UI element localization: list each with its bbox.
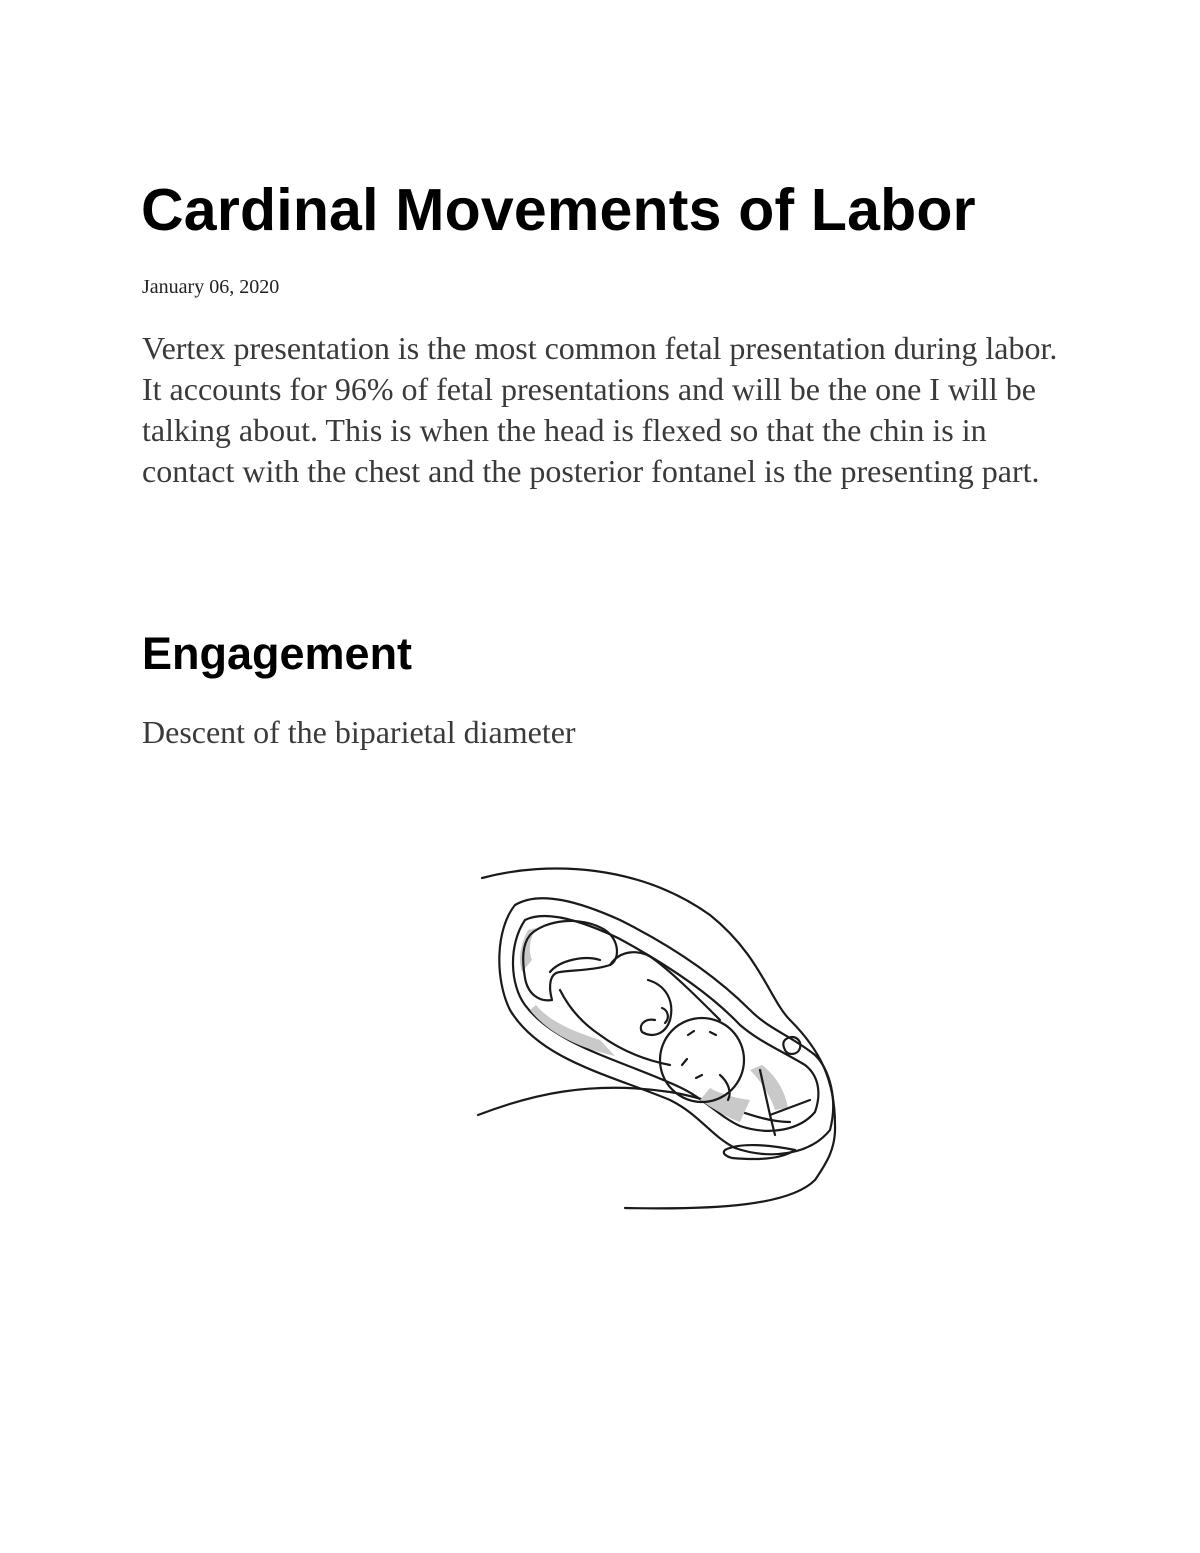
section-text-engagement: Descent of the biparietal diameter [142, 714, 576, 750]
post-date: January 06, 2020 [142, 276, 280, 298]
page-title: Cardinal Movements of Labor [141, 177, 976, 243]
intro-paragraph: Vertex presentation is the most common fetal presentation during labor. It accounts for 96% of fetal presentations and will be the one I will be talking about. This is when the head is flexed so that the chin is in contact with the chest and the posterior fontanel is the presenting part. [142, 330, 1058, 489]
section-heading-engagement: Engagement [142, 628, 413, 679]
fetus-in-uterus-illustration-icon [470, 860, 850, 1220]
